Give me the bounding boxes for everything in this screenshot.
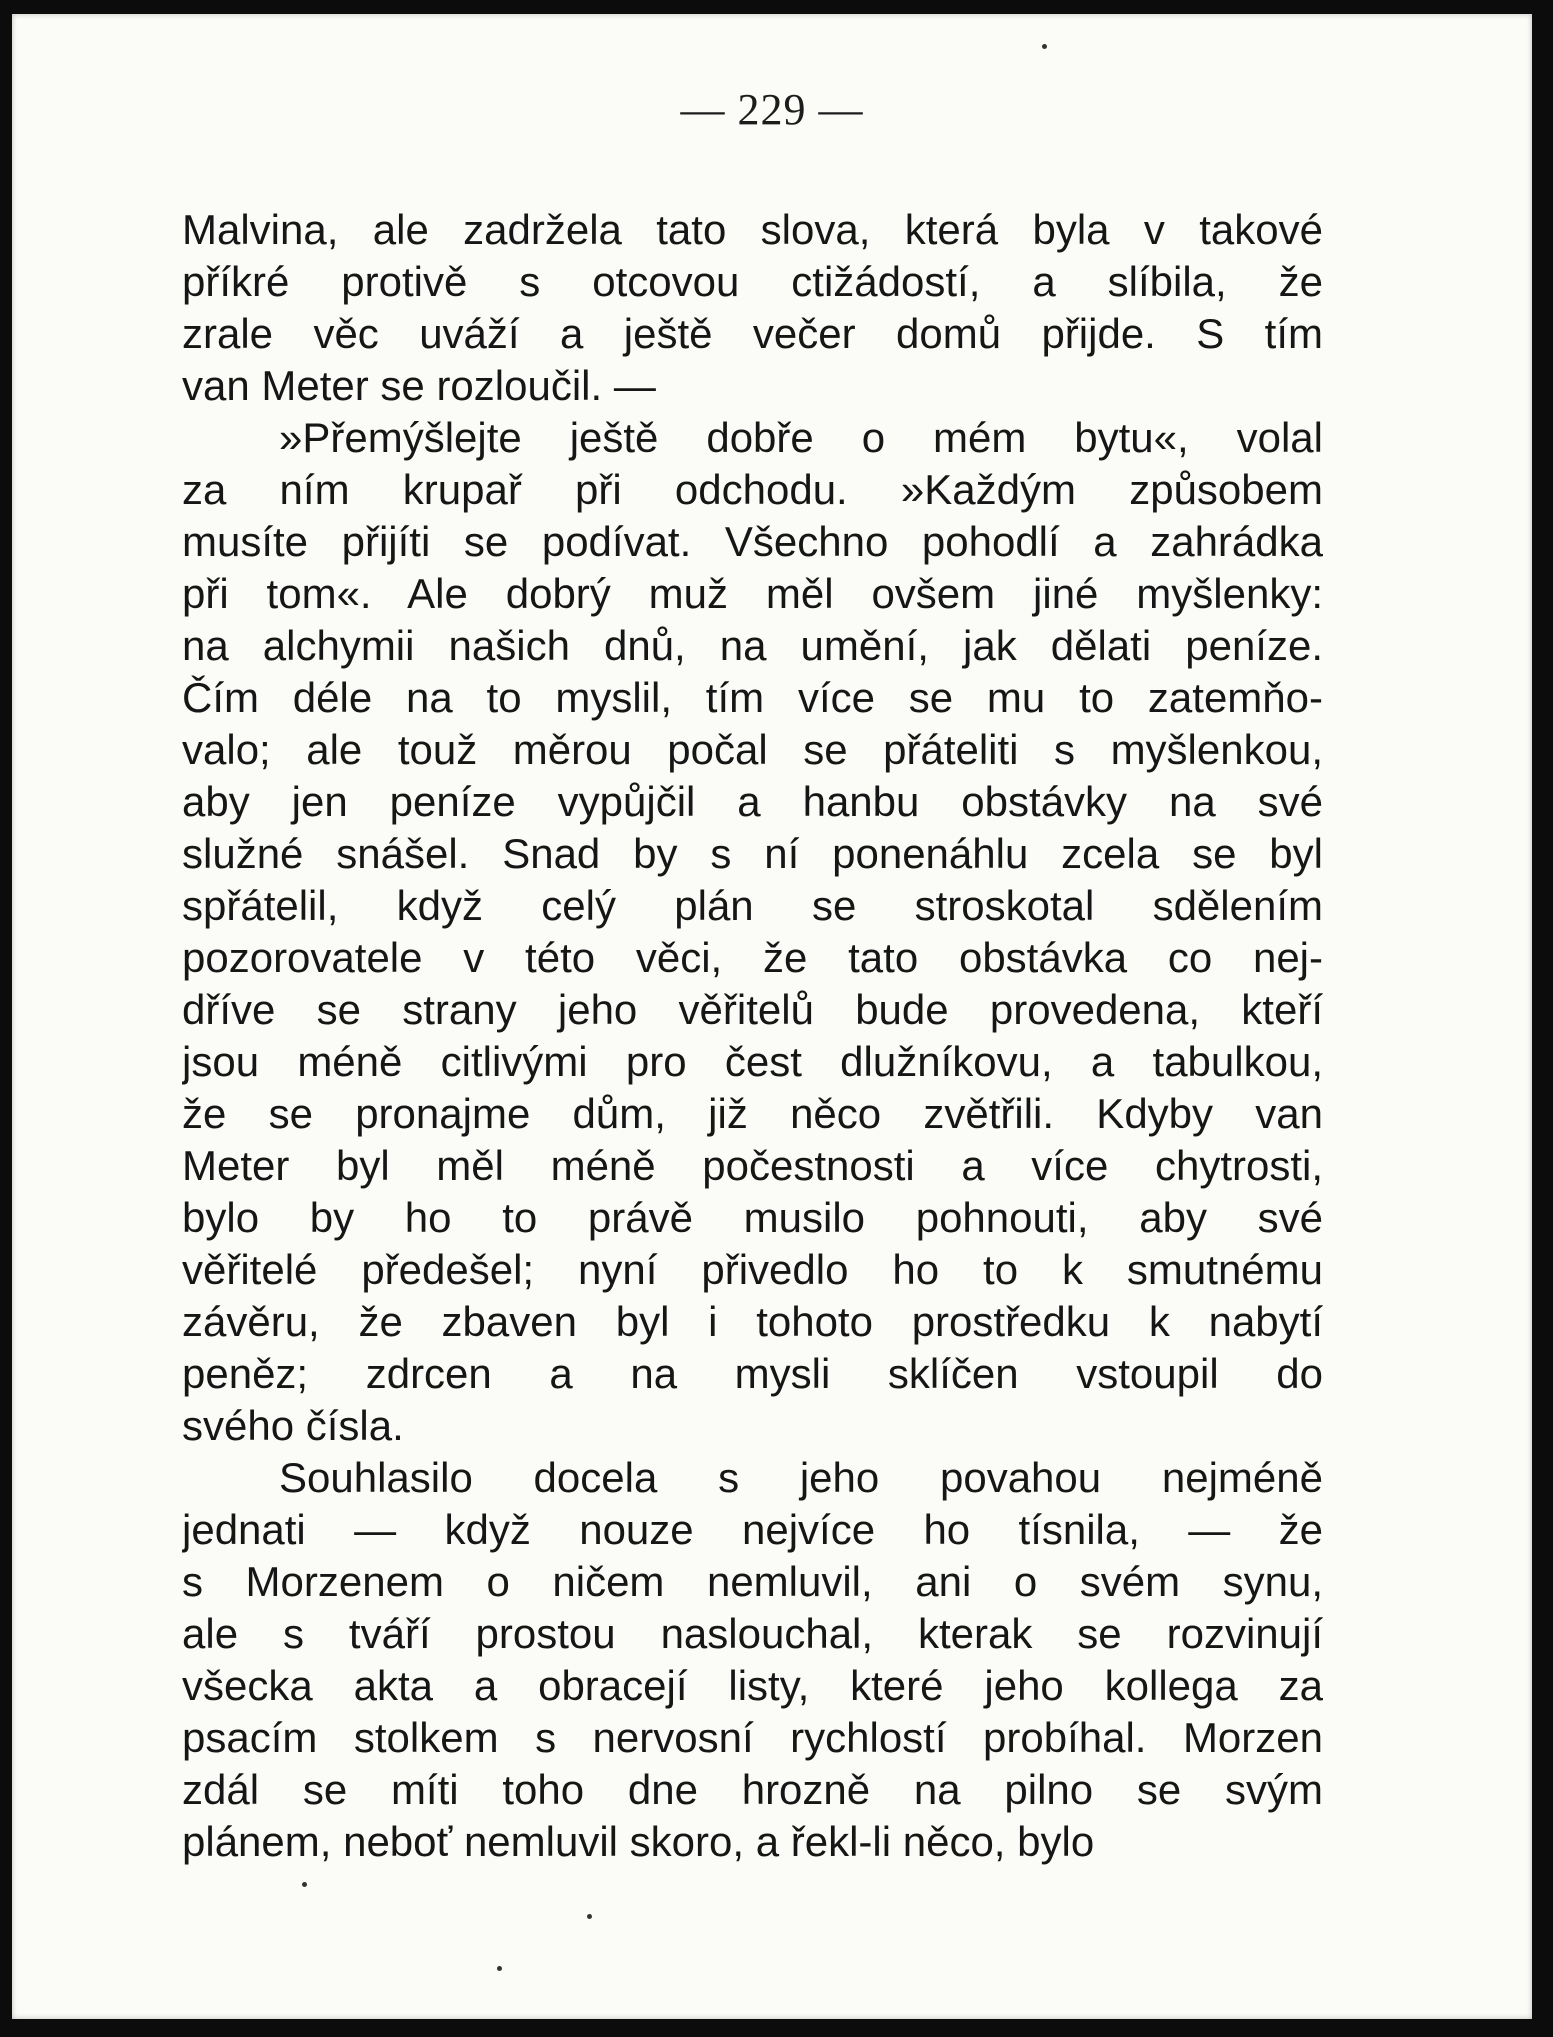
- text-line: zrale věc uváží a ještě večer domů přijde. S tím: [182, 310, 1323, 357]
- text-line: psacím stolkem s nervosní rychlostí probíhal. Morzen: [182, 1714, 1323, 1761]
- paragraph: [182, 204, 1323, 412]
- text-line: závěru, že zbaven byl i tohoto prostředku k nabytí: [182, 1298, 1323, 1345]
- body-text: [182, 204, 1323, 1868]
- text-line: svého čísla.: [182, 1402, 404, 1449]
- paragraph: [182, 412, 1323, 1452]
- text-line: věřitelé předešel; nyní přivedlo ho to k smutnému: [182, 1246, 1323, 1293]
- text-line: na alchymii našich dnů, na umění, jak dělati peníze.: [182, 622, 1323, 669]
- text-line: »Přemýšlejte ještě dobře o mém bytu«, volal: [279, 414, 1323, 461]
- text-line: ale s tváří prostou naslouchal, kterak se rozvinují: [182, 1610, 1323, 1657]
- text-line: s Morzenem o ničem nemluvil, ani o svém synu,: [182, 1558, 1323, 1605]
- text-line: za ním krupař při odchodu. »Každým způsobem: [182, 466, 1323, 513]
- scan-speck: [302, 1882, 307, 1887]
- text-line: všecka akta a obracejí listy, které jeho kollega za: [182, 1662, 1323, 1709]
- text-line: Meter byl měl méně počestnosti a více chytrosti,: [182, 1142, 1323, 1189]
- text-line: že se pronajme dům, již něco zvětřili. Kdyby van: [182, 1090, 1323, 1137]
- text-line: příkré protivě s otcovou ctižádostí, a slíbila, že: [182, 258, 1323, 305]
- text-line: jednati — když nouze nejvíce ho tísnila, — že: [182, 1506, 1323, 1553]
- text-line: jsou méně citlivými pro čest dlužníkovu, a tabulkou,: [182, 1038, 1323, 1085]
- text-line: Souhlasilo docela s jeho povahou nejméně: [279, 1454, 1323, 1501]
- text-line: při tom«. Ale dobrý muž měl ovšem jiné myšlenky:: [182, 570, 1323, 617]
- text-line: peněz; zdrcen a na mysli sklíčen vstoupil do: [182, 1350, 1323, 1397]
- scan-speck: [497, 1966, 502, 1971]
- paragraph: [182, 1452, 1323, 1868]
- text-line: musíte přijíti se podívat. Všechno pohodlí a zahrádka: [182, 518, 1323, 565]
- text-line: zdál se míti toho dne hrozně na pilno se svým: [182, 1766, 1323, 1813]
- scan-speck: [1042, 44, 1047, 49]
- text-line: spřátelil, když celý plán se stroskotal sdělením: [182, 882, 1323, 929]
- text-line: dříve se strany jeho věřitelů bude provedena, kteří: [182, 986, 1323, 1033]
- book-page: [12, 14, 1532, 2019]
- text-line: Malvina, ale zadržela tato slova, která byla v takové: [182, 206, 1323, 253]
- text-line: Čím déle na to myslil, tím více se mu to zatemňo-: [182, 674, 1323, 721]
- scan-speck: [587, 1914, 592, 1919]
- text-line: pozorovatele v této věci, že tato obstávka co nej-: [182, 934, 1323, 981]
- text-line: van Meter se rozloučil. —: [182, 362, 656, 409]
- text-line: aby jen peníze vypůjčil a hanbu obstávky na své: [182, 778, 1323, 825]
- text-line: bylo by ho to právě musilo pohnouti, aby své: [182, 1194, 1323, 1241]
- text-line: plánem, neboť nemluvil skoro, a řekl-li něco, bylo: [182, 1818, 1095, 1865]
- page-number: — 229 —: [680, 85, 864, 134]
- text-line: valo; ale touž měrou počal se přáteliti s myšlenkou,: [182, 726, 1323, 773]
- text-line: služné snášel. Snad by s ní ponenáhlu zcela se byl: [182, 830, 1323, 877]
